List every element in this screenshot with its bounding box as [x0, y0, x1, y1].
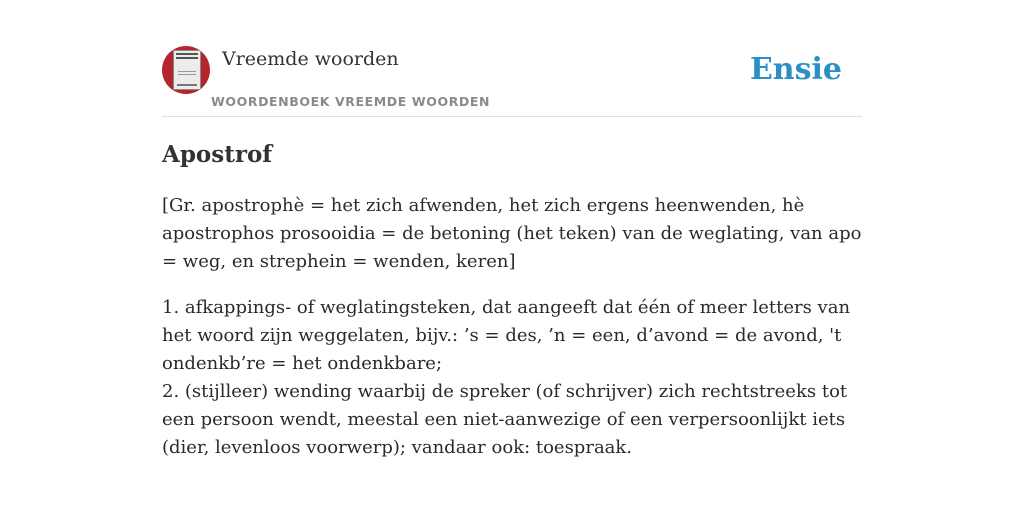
entry-definitions	[162, 294, 862, 462]
definition-2: 2. (stijlleer) wending waarbij de spreker (of schrijver) zich rechtstreeks tot een persoon wendt, meestal een niet-aanwezige of een verpersoonlijkt iets (dier, levenloos voorwerp); vandaar ook: toespraak.	[162, 381, 848, 458]
definition-1: 1. afkappings- of weglatingsteken, dat aangeeft dat één of meer letters van het woord zijn weggelaten, bijv.: ’s = des, ’n = een, d’avond = de avond, 't ondenkb’re = het ondenkbare;	[162, 297, 851, 374]
site-header	[162, 44, 862, 117]
ensie-logo[interactable]: Ensie	[749, 52, 842, 87]
entry-etymology: [Gr. apostrophè = het zich afwenden, het zich ergens heenwenden, hè apostrophos prosooidia = de betoning (het teken) van de weglating, van apo = weg, en strephein = wenden, keren]	[162, 195, 862, 272]
dictionary-cover-avatar[interactable]	[162, 46, 210, 94]
entry-content	[162, 140, 862, 462]
dictionary-title[interactable]: Vreemde woorden	[222, 48, 399, 70]
book-cover-icon	[173, 50, 201, 90]
entry-term: Apostrof	[162, 141, 273, 168]
dictionary-subtitle: WOORDENBOEK VREEMDE WOORDEN	[211, 94, 491, 109]
